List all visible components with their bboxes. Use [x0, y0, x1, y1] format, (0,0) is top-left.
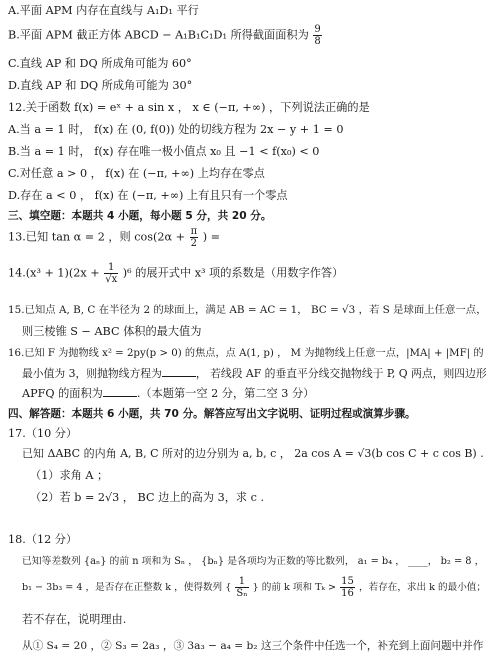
fraction-15-16: $\frac{15}{16}$	[341, 576, 354, 599]
question-18-conditions: 从① S₄ = 20 ，② S₃ = 2a₃ ，③ 3a₃ − a₄ = b₂ 这三个条件中任选一个，补充到上面问题中并作	[22, 640, 484, 652]
fraction-9-8: $\frac{9}{8}$	[314, 24, 321, 47]
question-15-cont: 则三棱锥 S − ABC 体积的最大值为	[22, 325, 202, 338]
option-11b	[8, 24, 323, 47]
question-17-header: 17.（10 分）	[8, 427, 78, 440]
option-11c: C.直线 AP 和 DQ 所成角可能为 60°	[8, 57, 192, 70]
question-14: 14.(x³ + 1)(2x + $\frac{1}{√x}$ )⁶ 的展开式中 x³ 项的系数是（用数字作答）	[8, 262, 344, 285]
fraction-1-Sn: $\frac{1}{\text{Sₙ}}$	[236, 576, 248, 599]
question-16: 16.已知 F 为抛物线 x² = 2py(p > 0) 的焦点，点 A(1, p) ， M 为抛物线上任意一点，|MA| + |MF| 的	[8, 348, 484, 359]
option-11d: D.直线 AP 和 DQ 所成角可能为 30°	[8, 79, 193, 92]
option-12d: D.存在 a < 0 ， f(x) 在 (−π, +∞) 上有且只有一个零点	[8, 189, 288, 202]
question-18-header: 18.（12 分）	[8, 533, 78, 546]
option-12b: B.当 a = 1 时， f(x) 存在唯一极小值点 x₀ 且 −1 < f(x₀) < 0	[8, 145, 320, 158]
option-11a-text: A.平面 APM 内存在直线与 A₁D₁ 平行	[8, 4, 199, 17]
question-17-body: 已知 ΔABC 的内角 A, B, C 所对的边分别为 a, b, c ， 2a cos A = √3(b cos C + c cos B) .	[22, 447, 484, 460]
answer-blank-2	[103, 386, 137, 397]
question-16-cont2: APFQ 的面积为 .（本题第一空 2 分，第二空 3 分）	[22, 387, 315, 400]
option-12c: C.对任意 a > 0 ， f(x) 在 (−π, +∞) 上均存在零点	[8, 167, 265, 180]
fraction-1-sqrtx: $\frac{1}{√x}$	[105, 262, 118, 285]
option-12a: A.当 a = 1 时， f(x) 在 (0, f(0)) 处的切线方程为 2x − y + 1 = 0	[8, 123, 344, 136]
fraction-pi-2: $\frac{\pi}{2}$	[190, 226, 198, 249]
option-11a	[8, 3, 199, 19]
question-17-part-1: （1）求角 A ；	[30, 469, 109, 482]
question-15: 15.已知点 A, B, C 在半径为 2 的球面上，满足 AB = AC = 1， BC = √3 ，若 S 是球面上任意一点，	[8, 304, 487, 316]
section-4-heading: 四、解答题：本题共 6 小题，共 70 分。解答应写出文字说明、证明过程或演算步骤。	[8, 408, 416, 420]
question-16-cont1: 最小值为 3，则抛物线方程为 ， 若线段 AF 的垂直平分线交抛物线于 P, Q 两点，则四边形	[22, 367, 487, 380]
answer-blank-1	[162, 366, 196, 377]
question-12: 12.关于函数 f(x) = eˣ + a sin x ， x ∈ (−π, +∞) ，下列说法正确的是	[8, 101, 370, 114]
question-18-body: 已知等差数列 {aₙ} 的前 n 项和为 Sₙ ， {bₙ} 是各项均为正数的等比数列， a₁ = b₄ ， ____， b₂ = 8 ，	[22, 556, 485, 567]
option-11b-text: B.平面 APM 截正方体 ABCD − A₁B₁C₁D₁ 所得截面面积为	[8, 28, 309, 42]
question-13: 13.已知 tan α = 2 ，则 cos(2α + $\frac{\pi}{2}$ ) =	[8, 226, 221, 249]
section-3-heading: 三、填空题：本题共 4 小题，每小题 5 分，共 20 分。	[8, 210, 272, 222]
question-18-cont: b₁ − 3b₃ = 4 ，是否存在正整数 k ，使得数列 { $\frac{1}{\text{Sₙ}}$ } 的前 k 项和 Tₖ > $\frac{15}{16}$ ，若存在，求出 k 的最小值；	[22, 576, 486, 599]
question-17-part-2: （2）若 b = 2√3 ， BC 边上的高为 3，求 c .	[30, 491, 265, 504]
question-18-cont2: 若不存在，说明理由.	[22, 613, 127, 626]
